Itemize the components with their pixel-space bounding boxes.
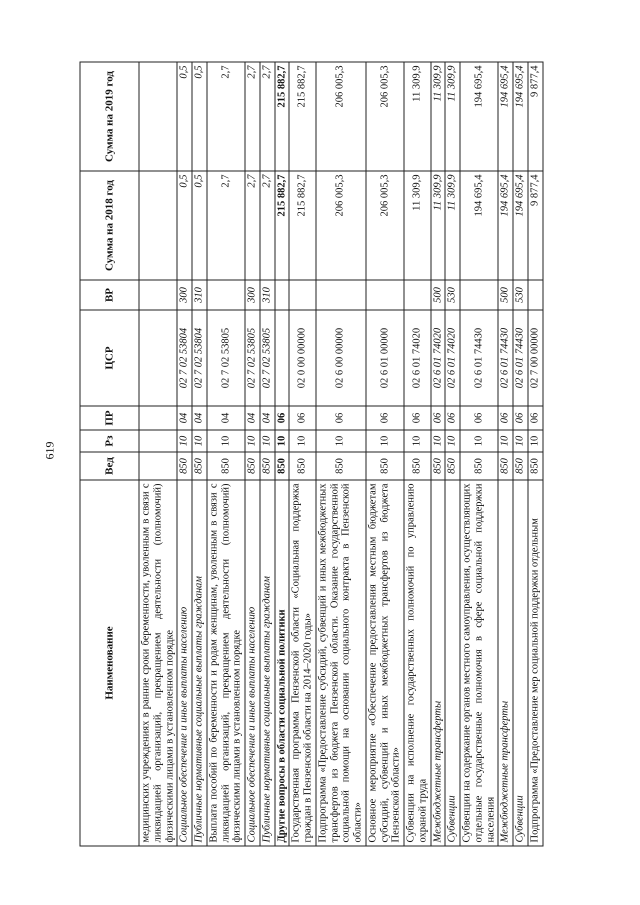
cell-sum-2018: 206 005,3 xyxy=(316,171,366,280)
cell-csr: 02 7 02 53804 xyxy=(192,310,207,406)
cell-pr: 06 xyxy=(445,406,460,430)
cell-pr: 06 xyxy=(289,406,316,430)
cell-ved: 850 xyxy=(528,452,543,480)
cell-name: Подпрограмма «Предоставление мер социальной поддержки отдельным xyxy=(528,480,543,846)
cell-csr: 02 6 01 74020 xyxy=(445,310,460,406)
cell-sum-2019: 206 005,3 xyxy=(316,62,366,171)
cell-ved xyxy=(139,452,177,480)
cell-ved: 850 xyxy=(289,452,316,480)
cell-pr: 06 xyxy=(275,406,290,430)
cell-vr xyxy=(460,280,498,310)
cell-sum-2018: 11 309,9 xyxy=(445,171,460,280)
cell-vr xyxy=(366,280,404,310)
cell-sum-2018: 194 695,4 xyxy=(513,171,528,280)
cell-sum-2019: 194 695,4 xyxy=(460,62,498,171)
table-row xyxy=(316,62,366,846)
cell-vr: 310 xyxy=(260,280,275,310)
cell-name: Субвенции на содержание органов местного самоуправления, осуществляющих отдельные государственные полномочия в сфере социальной поддержки населения xyxy=(460,480,498,846)
cell-pr: 04 xyxy=(207,406,245,430)
table-row xyxy=(245,62,260,846)
header-rz: Рз xyxy=(80,430,139,452)
table-row xyxy=(177,62,192,846)
table-header-row xyxy=(80,62,139,846)
cell-ved: 850 xyxy=(431,452,446,480)
cell-sum-2018 xyxy=(139,171,177,280)
cell-pr: 06 xyxy=(528,406,543,430)
table-row xyxy=(207,62,245,846)
header-pr: ПР xyxy=(80,406,139,430)
cell-name: Публичные нормативные социальные выплаты гражданам xyxy=(260,480,275,846)
cell-rz: 10 xyxy=(366,430,404,452)
cell-vr: 500 xyxy=(498,280,513,310)
cell-sum-2018: 2,7 xyxy=(207,171,245,280)
cell-sum-2019: 0,5 xyxy=(177,62,192,171)
cell-csr: 02 6 01 74430 xyxy=(460,310,498,406)
cell-pr: 06 xyxy=(316,406,366,430)
cell-csr: 02 6 01 74430 xyxy=(498,310,513,406)
cell-sum-2018: 11 309,9 xyxy=(431,171,446,280)
table-row xyxy=(275,62,290,846)
cell-pr: 04 xyxy=(177,406,192,430)
cell-vr xyxy=(207,280,245,310)
cell-rz: 10 xyxy=(316,430,366,452)
cell-sum-2019: 206 005,3 xyxy=(366,62,404,171)
cell-csr: 02 6 01 74430 xyxy=(513,310,528,406)
table-row xyxy=(513,62,528,846)
header-csr: ЦСР xyxy=(80,310,139,406)
cell-name: Выплата пособий по беременности и родам женщинам, уволенным в связи с ликвидацией организаций, прекращением деятельности (полномочий) физическими лицами в установленном порядке xyxy=(207,480,245,846)
cell-pr: 06 xyxy=(404,406,431,430)
cell-csr: 02 6 01 74020 xyxy=(404,310,431,406)
cell-sum-2018: 0,5 xyxy=(177,171,192,280)
cell-pr: 04 xyxy=(245,406,260,430)
cell-rz: 10 xyxy=(260,430,275,452)
cell-vr: 300 xyxy=(245,280,260,310)
cell-sum-2019: 194 695,4 xyxy=(513,62,528,171)
table-row xyxy=(289,62,316,846)
cell-rz xyxy=(139,430,177,452)
cell-sum-2019: 11 309,9 xyxy=(445,62,460,171)
cell-sum-2019: 2,7 xyxy=(260,62,275,171)
cell-sum-2019 xyxy=(139,62,177,171)
cell-sum-2019: 194 695,4 xyxy=(498,62,513,171)
cell-csr: 02 7 02 53805 xyxy=(207,310,245,406)
cell-name: Социальное обеспечение и иные выплаты населению xyxy=(245,480,260,846)
cell-sum-2019: 0,5 xyxy=(192,62,207,171)
cell-csr: 02 6 00 00000 xyxy=(316,310,366,406)
cell-name: Подпрограмма «Предоставление субсидий, субвенций и иных межбюджетных трансфертов из бюджета Пензенской области. Оказание государственной социальной помощи на основании социального контракта в Пензенской области» xyxy=(316,480,366,846)
cell-pr: 04 xyxy=(192,406,207,430)
cell-sum-2018: 206 005,3 xyxy=(366,171,404,280)
cell-sum-2018: 0,5 xyxy=(192,171,207,280)
cell-ved: 850 xyxy=(260,452,275,480)
cell-rz: 10 xyxy=(404,430,431,452)
cell-sum-2019: 2,7 xyxy=(245,62,260,171)
table-row xyxy=(445,62,460,846)
cell-rz: 10 xyxy=(498,430,513,452)
cell-pr: 06 xyxy=(460,406,498,430)
cell-csr xyxy=(139,310,177,406)
cell-pr: 06 xyxy=(366,406,404,430)
cell-sum-2018: 215 882,7 xyxy=(275,171,290,280)
cell-rz: 10 xyxy=(431,430,446,452)
table-row xyxy=(139,62,177,846)
table-row xyxy=(366,62,404,846)
cell-csr: 02 7 02 53804 xyxy=(177,310,192,406)
cell-name: Субвенции xyxy=(445,480,460,846)
header-sum-2019: Сумма на 2019 год xyxy=(80,62,139,171)
cell-rz: 10 xyxy=(192,430,207,452)
header-vr: ВР xyxy=(80,280,139,310)
table-row xyxy=(404,62,431,846)
table-row xyxy=(431,62,446,846)
cell-sum-2019: 11 309,9 xyxy=(431,62,446,171)
budget-table xyxy=(80,62,544,847)
cell-sum-2018: 194 695,4 xyxy=(460,171,498,280)
cell-ved: 850 xyxy=(245,452,260,480)
cell-rz: 10 xyxy=(289,430,316,452)
cell-vr xyxy=(275,280,290,310)
cell-vr: 530 xyxy=(445,280,460,310)
cell-name: Социальное обеспечение и иные выплаты населению xyxy=(177,480,192,846)
cell-pr: 06 xyxy=(498,406,513,430)
table-row xyxy=(192,62,207,846)
cell-ved: 850 xyxy=(207,452,245,480)
cell-pr: 04 xyxy=(260,406,275,430)
page-number: 619 xyxy=(42,441,57,460)
cell-sum-2019: 11 309,9 xyxy=(404,62,431,171)
cell-rz: 10 xyxy=(275,430,290,452)
cell-ved: 850 xyxy=(460,452,498,480)
cell-name: Субвенции на исполнение государственных полномочий по управлению охраной труда xyxy=(404,480,431,846)
cell-pr: 06 xyxy=(513,406,528,430)
cell-rz: 10 xyxy=(245,430,260,452)
cell-ved: 850 xyxy=(513,452,528,480)
cell-vr xyxy=(404,280,431,310)
cell-vr xyxy=(528,280,543,310)
cell-csr: 02 6 01 00000 xyxy=(366,310,404,406)
cell-sum-2018: 2,7 xyxy=(245,171,260,280)
cell-name: Межбюджетные трансферты xyxy=(498,480,513,846)
header-sum-2018: Сумма на 2018 год xyxy=(80,171,139,280)
cell-pr xyxy=(139,406,177,430)
cell-ved: 850 xyxy=(275,452,290,480)
cell-csr xyxy=(275,310,290,406)
budget-table-rotated xyxy=(80,63,605,847)
cell-vr xyxy=(316,280,366,310)
cell-csr: 02 7 00 00000 xyxy=(528,310,543,406)
cell-vr: 300 xyxy=(177,280,192,310)
cell-name: Публичные нормативные социальные выплаты гражданам xyxy=(192,480,207,846)
cell-vr: 530 xyxy=(513,280,528,310)
cell-csr: 02 7 02 53805 xyxy=(245,310,260,406)
cell-rz: 10 xyxy=(513,430,528,452)
cell-rz: 10 xyxy=(207,430,245,452)
cell-sum-2018: 194 695,4 xyxy=(498,171,513,280)
cell-name: Субвенции xyxy=(513,480,528,846)
cell-sum-2019: 9 877,4 xyxy=(528,62,543,171)
cell-ved: 850 xyxy=(498,452,513,480)
cell-rz: 10 xyxy=(177,430,192,452)
cell-csr: 02 6 01 74020 xyxy=(431,310,446,406)
cell-sum-2019: 215 882,7 xyxy=(289,62,316,171)
table-row xyxy=(498,62,513,846)
header-ved: Вед xyxy=(80,452,139,480)
cell-name: Другие вопросы в области социальной политики xyxy=(275,480,290,846)
cell-vr: 310 xyxy=(192,280,207,310)
cell-name: Основное мероприятие «Обеспечение предоставления местным бюджетам субсидий, субвенций и иных межбюджетных трансфертов из бюджета Пензенской области» xyxy=(366,480,404,846)
table-row xyxy=(260,62,275,846)
cell-name: Государственная программа Пензенской области «Социальная поддержка граждан в Пензенской области на 2014–2020 годы» xyxy=(289,480,316,846)
cell-ved: 850 xyxy=(404,452,431,480)
cell-sum-2018: 11 309,9 xyxy=(404,171,431,280)
cell-sum-2018: 2,7 xyxy=(260,171,275,280)
cell-sum-2018: 9 877,4 xyxy=(528,171,543,280)
cell-vr: 500 xyxy=(431,280,446,310)
cell-name: медицинских учреждениях в ранние сроки беременности, уволенным в связи с ликвидацией организаций, прекращением деятельности (полномочий) физическими лицами в установленном порядке xyxy=(139,480,177,846)
cell-ved: 850 xyxy=(192,452,207,480)
cell-csr: 02 0 00 00000 xyxy=(289,310,316,406)
cell-ved: 850 xyxy=(445,452,460,480)
cell-sum-2018: 215 882,7 xyxy=(289,171,316,280)
cell-ved: 850 xyxy=(366,452,404,480)
header-name: Наименование xyxy=(80,480,139,846)
cell-pr: 06 xyxy=(431,406,446,430)
cell-rz: 10 xyxy=(528,430,543,452)
table-row xyxy=(460,62,498,846)
table-row xyxy=(528,62,543,846)
cell-ved: 850 xyxy=(316,452,366,480)
cell-rz: 10 xyxy=(445,430,460,452)
cell-rz: 10 xyxy=(460,430,498,452)
cell-sum-2019: 2,7 xyxy=(207,62,245,171)
cell-vr xyxy=(139,280,177,310)
cell-name: Межбюджетные трансферты xyxy=(431,480,446,846)
table-body xyxy=(139,62,543,846)
cell-sum-2019: 215 882,7 xyxy=(275,62,290,171)
cell-vr xyxy=(289,280,316,310)
cell-csr: 02 7 02 53805 xyxy=(260,310,275,406)
cell-ved: 850 xyxy=(177,452,192,480)
